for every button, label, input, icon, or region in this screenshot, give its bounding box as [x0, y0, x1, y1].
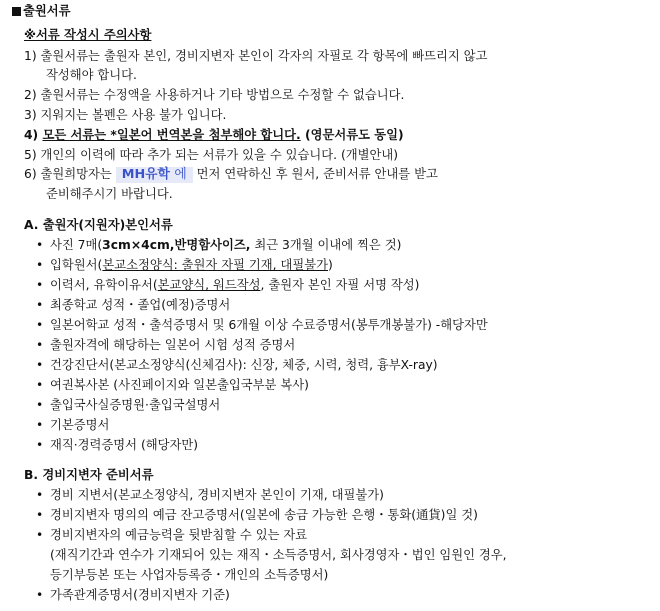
list-item: • 기본증명서 [36, 418, 110, 432]
bullet-icon: • [36, 588, 44, 602]
note-5: 5) 개인의 이력에 따라 추가 되는 서류가 있을 수 있습니다. (개별안내) [24, 148, 399, 162]
list-item: • 재직·경력증명서 (해당자만) [36, 438, 199, 452]
note-4-emphasis: 모든 서류는 *일본어 번역본을 첨부해야 합니다. [42, 128, 301, 142]
bullet-icon: • [36, 398, 44, 412]
list-item: • 경비 지변서(본교소정양식, 경비지변자 본인이 기재, 대필불가) [36, 488, 384, 502]
list-item: • 가족관계증명서(경비지변자 기준) [36, 588, 230, 602]
bullet-icon: • [36, 258, 44, 272]
section-a-title: A. 출원자(지원자)본인서류 [24, 218, 173, 232]
list-item: • 경비지변자의 예금능력을 뒷받침할 수 있는 자료 [36, 528, 308, 542]
bullet-icon: • [36, 528, 44, 542]
list-item: • 사진 7매(3cm×4cm,반명함사이즈, 최근 3개월 이내에 찍은 것) [36, 238, 402, 252]
list-item: • 일본어학교 성적・출석증명서 및 6개월 이상 수료증명서(봉투개봉불가) -해당자만 [36, 318, 488, 332]
bullet-icon: • [36, 418, 44, 432]
bullet-icon: • [36, 338, 44, 352]
bullet-icon: • [36, 238, 44, 252]
list-item: • 경비지변자 명의의 예금 잔고증명서(일본에 송금 가능한 은행・통화(通貨)일 것) [36, 508, 478, 522]
bullet-icon: • [36, 358, 44, 372]
note-6: 6) 출원희망자는 MH유학 에 먼저 연락하신 후 원서, 준비서류 안내를 받고 [24, 167, 438, 182]
list-item: • 이력서, 유학이유서(본교양식, 워드작성, 출원자 본인 자필 서명 작성) [36, 278, 420, 292]
note-1: 1) 출원서류는 출원자 본인, 경비지변자 본인이 각자의 자필로 각 항목에 빠뜨리지 않고 [24, 49, 488, 63]
bullet-icon: • [36, 278, 44, 292]
bullet-icon: • [36, 438, 44, 452]
list-item: • 출입국사실증명원·출입국설명서 [36, 398, 221, 412]
note-2: 2) 출원서류는 수정액을 사용하거나 기타 방법으로 수정할 수 없습니다. [24, 88, 405, 102]
note-1-continued: 작성해야 합니다. [46, 68, 137, 82]
bullet-icon: • [36, 488, 44, 502]
section-b-title: B. 경비지변자 준비서류 [24, 468, 154, 482]
list-item: • 입학원서(본교소정양식: 출원자 자필 기재, 대필불가) [36, 258, 333, 272]
list-item: • 최종학교 성적・졸업(예정)증명서 [36, 298, 231, 312]
note-4: 4) 모든 서류는 *일본어 번역본을 첨부해야 합니다. (영문서류도 동일) [24, 128, 404, 142]
list-item: • 출원자격에 해당하는 일본어 시험 성적 증명서 [36, 338, 296, 352]
square-bullet-icon [12, 7, 21, 16]
list-item: • 여권복사본 (사진페이지와 일본출입국부분 복사) [36, 378, 309, 392]
section-title: 출원서류 [12, 4, 71, 19]
note-3: 3) 지워지는 볼펜은 사용 불가 입니다. [24, 108, 227, 122]
caution-title: ※서류 작성시 주의사항 [24, 28, 152, 42]
bullet-icon: • [36, 318, 44, 332]
note-6-continued: 준비해주시기 바랍니다. [46, 187, 173, 201]
list-item-detail: 등기부등본 또는 사업자등록증・개인의 소득증명서) [50, 568, 329, 582]
list-item-detail: (재직기간과 연수가 기재되어 있는 재직・소득증명서, 회사경영자・법인 임원인 경우, [50, 548, 507, 562]
list-item: • 건강진단서(본교소정양식(신체검사): 신장, 체중, 시력, 청력, 흉부X-ray) [36, 358, 438, 372]
bullet-icon: • [36, 298, 44, 312]
brand-highlight: MH유학 에 [116, 167, 193, 183]
bullet-icon: • [36, 378, 44, 392]
bullet-icon: • [36, 508, 44, 522]
